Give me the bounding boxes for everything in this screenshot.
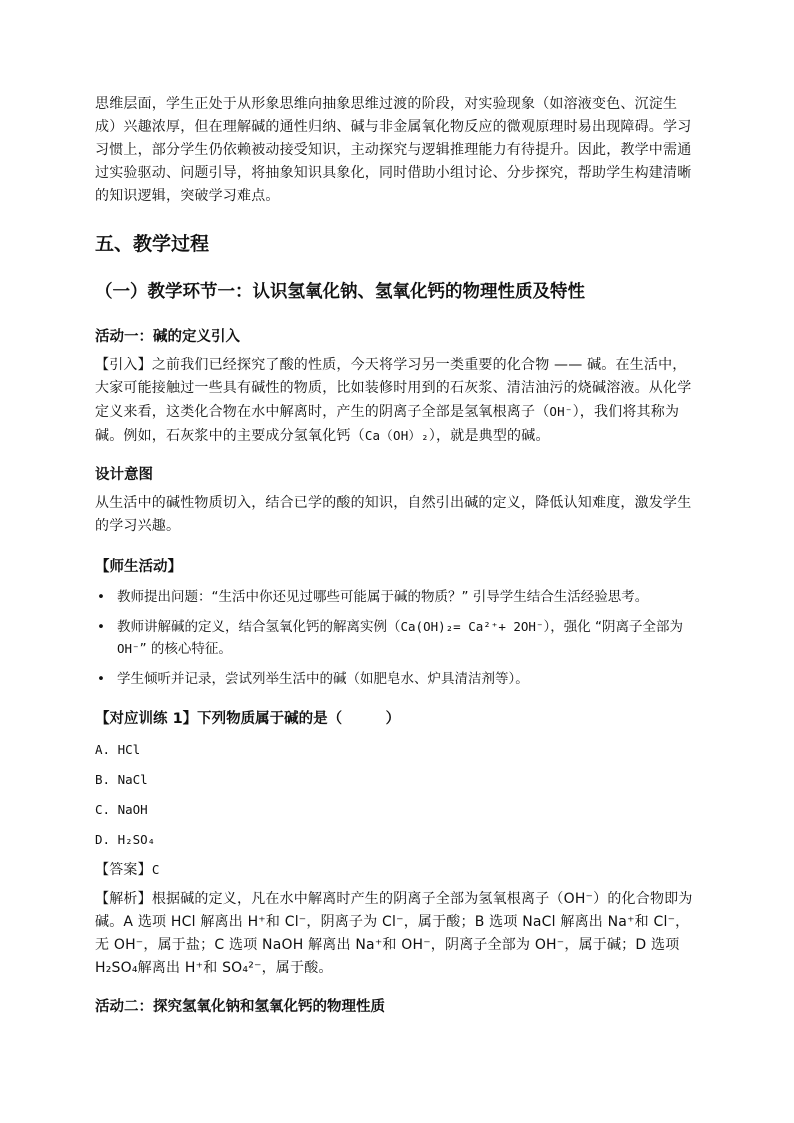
- list-item-text: 学生倾听并记录，尝试列举生活中的碱（如肥皂水、炉具清洁剂等）。: [117, 671, 529, 687]
- intro-text-1: 之前我们已经探究了酸的性质，今天将学习另一类重要的化合物 —— 碱。在生活中，大家可能接触过一些具有碱性的物质，比如装修时用到的石灰浆、清洁油污的烧碱溶液。从化学定义来看，这类化合物在水中解离时，产生的阴离子全部是氢氧根离子（: [95, 357, 692, 420]
- list-item-text-a: 教师讲解碱的定义，结合氢氧化钙的解离实例（: [117, 619, 401, 635]
- subsection-title: （一）教学环节一：认识氢氧化钠、氢氧化钙的物理性质及特性: [95, 282, 585, 302]
- bullet-icon: •: [97, 589, 105, 605]
- teacher-student-title: 【师生活动】: [95, 559, 182, 575]
- option-b: B. NaCl: [95, 772, 148, 787]
- exercise-title-suffix: 】下列物质属于碱的是（ ）: [182, 711, 401, 727]
- list-item-text-b: ），强化 “阴离子全部为: [543, 619, 684, 635]
- list-item: [95, 616, 695, 660]
- intro-paragraph: 思维层面，学生正处于从形象思维向抽象思维过渡的阶段，对实验现象（如溶液变色、沉淀生成）兴趣浓厚，但在理解碱的通性归纳、碱与非金属氧化物反应的微观原理时易出现障碍。学习习惯上，部分学生仍依赖被动接受知识，主动探究与逻辑推理能力有待提升。因此，教学中需通过实验驱动、问题引导，将抽象知识具象化，同时借助小组讨论、分步探究，帮助学生构建清晰的知识逻辑，突破学习难点。: [95, 96, 692, 204]
- intro-label: 【引入】: [95, 357, 152, 373]
- bullet-icon: •: [97, 671, 105, 687]
- exercise-number: 1: [172, 711, 183, 727]
- page-content: [95, 93, 695, 1018]
- intro-text-3: ），就是典型的碱。: [428, 428, 550, 444]
- analysis-label: 【解析】: [95, 891, 152, 907]
- exercise-title: [95, 708, 695, 730]
- exercise-title-prefix: 【对应训练: [95, 711, 173, 727]
- option-a: A. HCl: [95, 742, 141, 757]
- design-text: 从生活中的碱性物质切入，结合已学的酸的知识，自然引出碱的定义，降低认知难度，激发学生的学习兴趣。: [95, 495, 692, 534]
- answer-value: C: [151, 862, 160, 877]
- section-title: 五、教学过程: [95, 233, 210, 255]
- activity1-title: 活动一：碱的定义引入: [95, 329, 240, 345]
- design-title: 设计意图: [95, 467, 153, 483]
- list-item-text: 教师提出问题：“生活中你还见过哪些可能属于碱的物质？” 引导学生结合生活经验思考。: [117, 589, 649, 605]
- option-d: D. H₂SO₄: [95, 832, 156, 847]
- list-item: [95, 668, 695, 690]
- intro-ion: OH⁻: [549, 404, 573, 419]
- ionization-equation: Ca(OH)₂= Ca²⁺+ 2OH⁻: [400, 619, 544, 634]
- activity1-intro: [95, 354, 695, 448]
- intro-text-2: ），我们将其称为碱。例如，石灰浆中的主要成分氢氧化钙（: [95, 404, 680, 444]
- analysis-text: 根据碱的定义，凡在水中解离时产生的阴离子全部为氢氧根离子（OH⁻）的化合物即为碱。A 选项 HCl 解离出 H⁺和 Cl⁻，阴离子为 Cl⁻，属于酸；B 选项 NaCl 解离出 Na⁺和 Cl⁻，无 OH⁻，属于盐；C 选项 NaOH 解离出 Na⁺和 OH⁻，阴离子全部为 OH⁻，属于碱；D 选项 H₂SO₄解离出 H⁺和 SO₄²⁻，属于酸。: [95, 891, 693, 976]
- bullet-icon: •: [97, 619, 105, 635]
- option-c: C. NaOH: [95, 802, 148, 817]
- list-item-text-c: ” 的核心特征。: [139, 641, 232, 657]
- teacher-student-list: [95, 586, 695, 690]
- hydroxide-ion: OH⁻: [117, 641, 140, 656]
- answer-label: 【答案】: [95, 862, 152, 878]
- list-item: [95, 586, 695, 608]
- analysis-paragraph: [95, 888, 695, 980]
- activity2-title: 活动二：探究氢氧化钠和氢氧化钙的物理性质: [95, 999, 385, 1015]
- intro-formula: Ca（OH）₂: [364, 428, 429, 443]
- answer-line: [95, 858, 695, 882]
